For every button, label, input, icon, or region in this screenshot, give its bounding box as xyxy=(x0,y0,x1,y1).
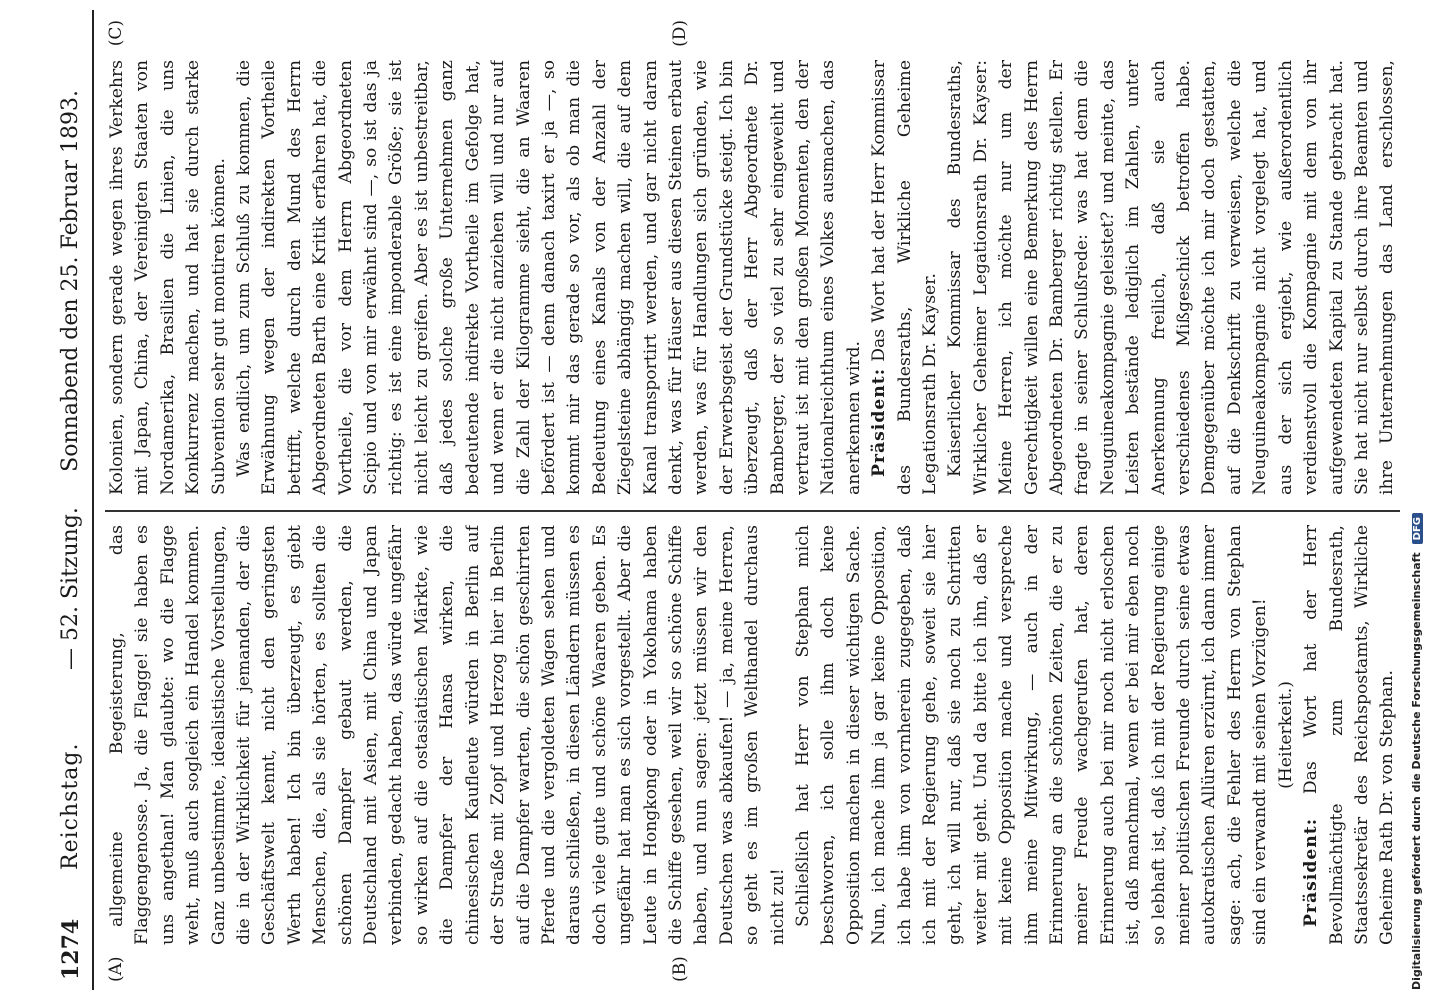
margin-marker-a: (A) xyxy=(106,956,126,982)
body-paragraph: Kolonien, sondern gerade wegen ihres Verkehrs mit Japan, China, der Vereinigten Staaten von Nordamerika, Brasilien die Linien, die uns Konkurrenz machen, und hat sie durch starke Subvention sehr gut montiren können. xyxy=(107,60,229,495)
dfg-logo: DFG xyxy=(1412,513,1423,544)
credit-text: Digitalisierung gefördert durch die Deutsche Forschungsgemeinschaft xyxy=(1410,552,1423,990)
speaker-name: Präsident: xyxy=(1301,817,1322,927)
margin-marker-b: (B) xyxy=(670,956,690,982)
header-session: — 52. Sitzung. xyxy=(58,507,83,670)
right-column xyxy=(105,60,1400,495)
digitization-credit xyxy=(1406,0,1432,1000)
speaker-text: Das Wort hat der Herr Kommissar des Bundesraths, Wirkliche Geheime Legationsrath Dr. Kayser. xyxy=(869,60,940,495)
body-paragraph: allgemeine Begeisterung, das Flaggengenosse. Ja, die Flagge! sie haben es uns angethan! Man glaubte: wo die Flagge weht, muß auch sogleich ein Handel kommen. Ganz unbestimmte, idealistische Vorstellungen, die in der Wirklichkeit für jemanden, der die Geschäftswelt kennt, nicht den geringsten Werth haben! Ich bin überzeugt, es giebt Menschen, die, als sie hörten, es sollten die schönen Dampfer gebaut werden, die Deutschland mit Asien, mit China und Japan verbinden, gedacht haben, das würde ungefähr so wirken auf die ostasiatischen Märkte, wie die Dampfer der Hansa wirken, die chinesischen Kaufleute würden in Berlin auf der Straße mit Zopf und Herzog hier in Berlin auf die Dampfer warten, die schön geschirrten Pferde und die vergoldeten Wagen sehen und daraus schließen, in diesen Ländern müssen es doch viele gute und schöne Waaren geben. Es ungefähr hat man es sich vorgestellt. Aber die Leute in Hongkong oder in Yokohama haben die Schiffe gesehen, weil wir so schöne Schiffe haben, und nun sagen: jetzt müssen wir den Deutschen was abkaufen! — ja, meine Herren, so geht es im großen Welthandel durchaus nicht zu! xyxy=(107,525,788,945)
body-paragraph: Was endlich, um zum Schluß zu kommen, die Erwähnung wegen der indirekten Vortheile betrifft, welche durch den Mund des Herrn Abgeordneten Barth eine Kritik erfahren hat, die Vortheile, die vor dem Herrn Abgeordneten Scipio und von mir erwähnt sind —, so ist das ja richtig: es ist eine imponderable Größe; sie ist nicht leicht zu greifen. Aber es ist unbestreitbar, daß jedes solche große Unternehmen ganz bedeutende indirekte Vortheile im Gefolge hat, und wenn er die nicht anziehen will und nur auf die Zahl der Kilogramme sieht, die an Waaren befördert ist — denn danach taxirt er ja —, so kommt mir das gerade so vor, als ob man die Bedeutung eines Kanals von der Anzahl der Ziegelsteine abhängig machen will, die auf dem Kanal transportirt werden, und gar nicht daran denkt, was für Häuser aus diesen Steinen erbaut werden, was für Handlungen sich gründen, wie der Erwerbsgeist der Grundstücke steigt. Ich bin überzeugt, daß der Herr Abgeordnete Dr. Bamberger, der so viel zu sehr eingeweiht und vertraut ist mit den großen Momenten, den der Nationalreichthum eines Volkes ausmachen, das anerkennen wird. xyxy=(234,60,864,495)
margin-marker-d: (D) xyxy=(670,20,690,47)
page-number: 1274 xyxy=(58,918,84,980)
speaker-paragraph xyxy=(867,60,943,495)
speaker-name: Präsident: xyxy=(869,367,890,477)
stage-direction: (Heiterkeit.) xyxy=(1275,681,1296,789)
speaker-text: Das Wort hat der Herr Bevollmächtigte zum Bundesrath, Staatssekretär des Reichspostamts, Wirkliche Geheime Rath Dr. von Stephan. xyxy=(1301,525,1398,945)
speaker-paragraph xyxy=(1299,525,1400,945)
margin-marker-c: (C) xyxy=(106,20,126,47)
body-paragraph: Kaiserlicher Kommissar des Bundesraths, Wirklicher Geheimer Legationsrath Dr. Kayser: Meine Herren, ich möchte nur um der Gerechtigkeit willen eine Bemerkung des Herrn Abgeordneten Dr. Bamberger richtig stellen. Er fragte in seiner Schlußrede: was hat denn die Neuguineakompagnie geleistet? und meinte, das Leisten bestände lediglich im Zahlen, unter Anerkennung freilich, daß sie auch verschiedenes Mißgeschick betroffen habe. Demgegenüber möchte ich mir doch gestatten, auf die Denkschrift zu verweisen, welche die Neuguineakompagnie nicht vorgelegt hat, und aus der sich ergiebt, wie außerordentlich verdienstvoll die Kompagnie mit dem von ihr aufgewendeten Kapital zu Stande gebracht hat. Sie hat nicht nur selbst durch ihre Beamten und ihre Unternehmungen das Land erschlossen, xyxy=(945,60,1398,495)
header-left: Reichstag. xyxy=(58,742,83,870)
header-date: Sonnabend den 25. Februar 1893. xyxy=(58,90,83,472)
document-page xyxy=(50,10,1410,990)
body-paragraph: Schließlich hat Herr von Stephan mich beschworen, ich solle ihm doch keine Opposition machen in dieser wichtigen Sache. Nun, ich mache ihm ja gar keine Opposition, ich habe ihm von vornherein zugegeben, daß ich mit der Regierung gehe, soweit sie hier geht, ich will nur, daß sie noch zu Schritten weiter mit geht. Und da bitte ich ihn, daß er mit keine Opposition mache und verspreche ihm meine Mitwirkung, — auch in der Erinnerung an die schönen Zeiten, die er zu meiner Freude wachgerufen hat, deren Erinnerung auch bei mir noch nicht erloschen ist, daß manchmal, wenn er bei mir eben noch so lebhaft ist, daß ich mit der Regierung einige meiner politischen Freunde durch seine etwas autokratischen Allüren erzürnt, ich dann immer sage: ach, die Fehler des Herrn von Stephan sind ein verwandt mit seinen Vorzügen! xyxy=(792,525,1271,945)
column-divider xyxy=(105,511,1400,513)
running-header xyxy=(50,10,94,990)
left-column xyxy=(105,525,1400,945)
